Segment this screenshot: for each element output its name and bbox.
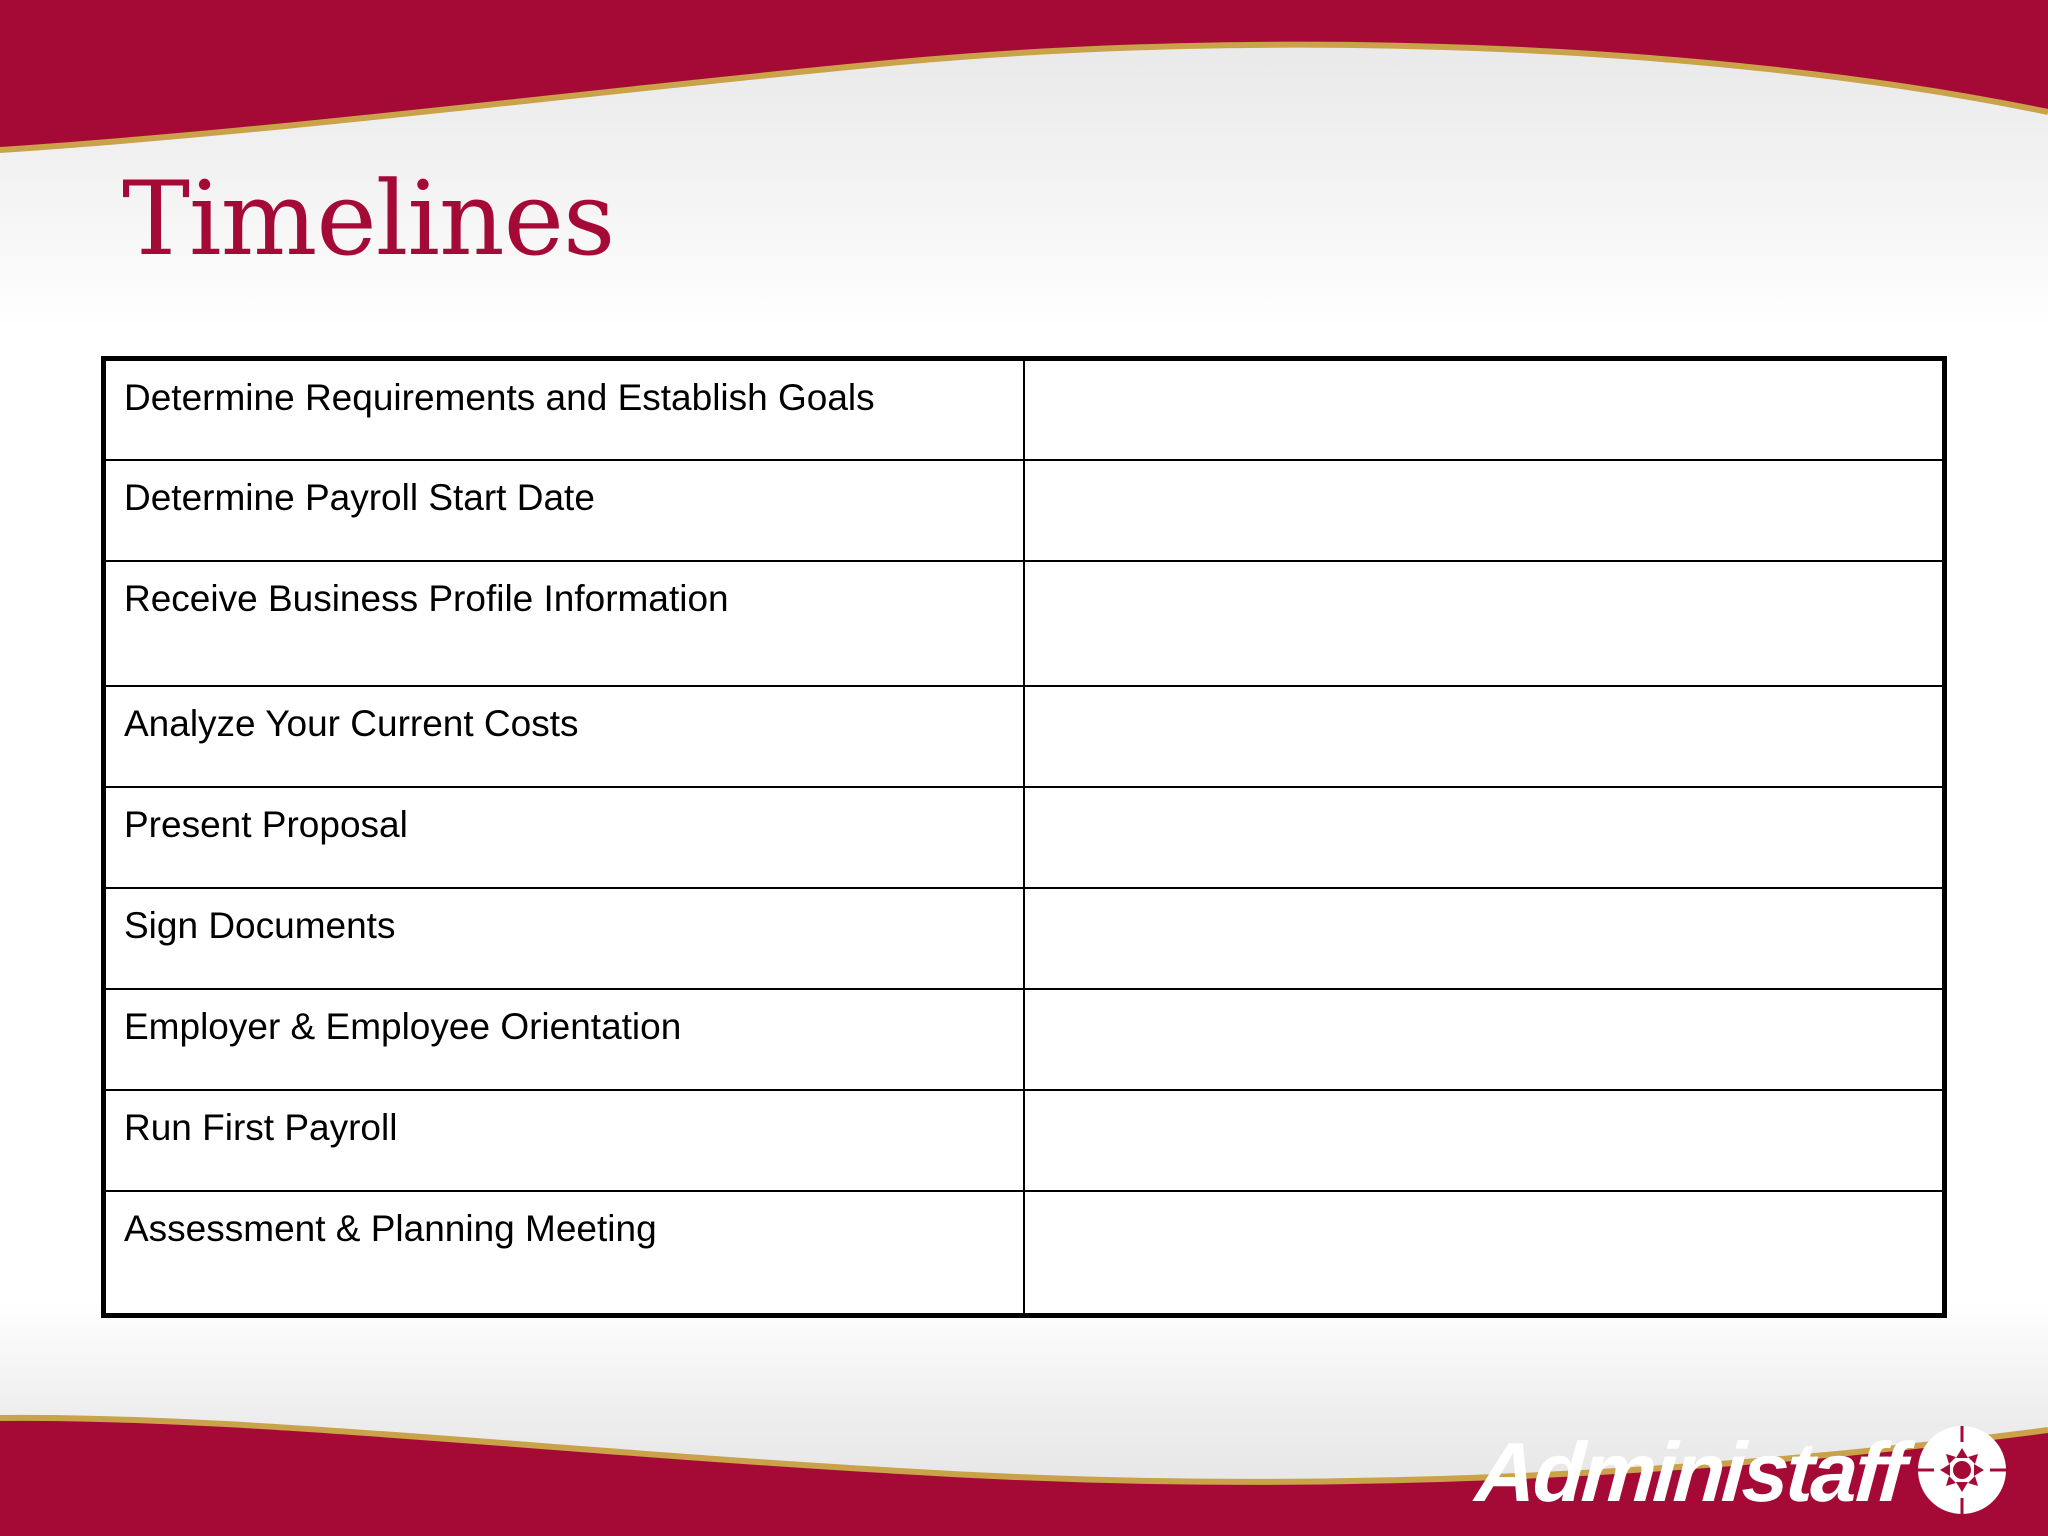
- date-cell: [1024, 989, 1945, 1090]
- table-row: [104, 989, 1945, 1090]
- table-row: [104, 686, 1945, 787]
- administaff-star-icon: [1912, 1420, 2012, 1520]
- table-row: [104, 1090, 1945, 1191]
- step-cell: Assessment & Planning Meeting: [104, 1191, 1024, 1316]
- date-cell: [1024, 359, 1945, 460]
- date-cell: [1024, 686, 1945, 787]
- step-cell: Receive Business Profile Information: [104, 561, 1024, 686]
- administaff-logo: [1472, 1420, 2016, 1530]
- step-cell: Sign Documents: [104, 888, 1024, 989]
- date-cell: [1024, 561, 1945, 686]
- table-row: [104, 561, 1945, 686]
- step-cell: Employer & Employee Orientation: [104, 989, 1024, 1090]
- table-row: [104, 460, 1945, 561]
- step-cell: Analyze Your Current Costs: [104, 686, 1024, 787]
- table-row: [104, 787, 1945, 888]
- date-cell: [1024, 460, 1945, 561]
- timeline-table: [101, 356, 1947, 1318]
- date-cell: [1024, 787, 1945, 888]
- step-cell: Determine Requirements and Establish Goals: [104, 359, 1024, 460]
- date-cell: [1024, 1191, 1945, 1316]
- table-row: [104, 1191, 1945, 1316]
- table-row: [104, 359, 1945, 460]
- page-title: Timelines: [122, 160, 615, 279]
- table-row: [104, 888, 1945, 989]
- step-cell: Present Proposal: [104, 787, 1024, 888]
- step-cell: Determine Payroll Start Date: [104, 460, 1024, 561]
- date-cell: [1024, 888, 1945, 989]
- step-cell: Run First Payroll: [104, 1090, 1024, 1191]
- logo-wordmark: Administaff: [1472, 1425, 1907, 1519]
- date-cell: [1024, 1090, 1945, 1191]
